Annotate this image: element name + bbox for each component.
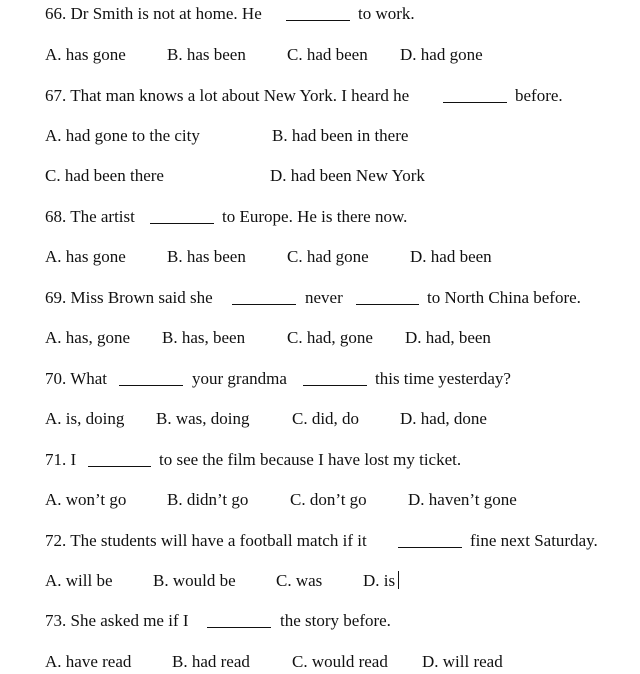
option-d: D. had, done xyxy=(400,409,487,428)
option-d: D. will read xyxy=(422,652,503,671)
option-b: B. has been xyxy=(167,247,246,266)
question-text: 72. The students will have a football match if it xyxy=(45,531,367,550)
answer-blank xyxy=(232,304,296,305)
text-cursor xyxy=(398,571,399,589)
option-b: B. was, doing xyxy=(156,409,250,428)
option-d-with-cursor xyxy=(363,569,399,593)
option-a: A. has gone xyxy=(45,45,126,64)
option-d: D. had been New York xyxy=(270,166,425,185)
answer-blank xyxy=(356,304,419,305)
answer-blank xyxy=(286,20,350,21)
answer-blank xyxy=(150,223,214,224)
question-text: 71. I xyxy=(45,450,77,469)
option-c: C. was xyxy=(276,571,323,590)
option-d: D. had gone xyxy=(400,45,483,64)
question-text: the story before. xyxy=(280,611,391,630)
answer-blank xyxy=(119,385,183,386)
question-text: before. xyxy=(515,86,563,105)
answer-blank xyxy=(88,466,151,467)
option-a: A. has gone xyxy=(45,247,126,266)
option-c: C. did, do xyxy=(292,409,360,428)
option-d: D. had, been xyxy=(405,328,491,347)
option-c: C. had been there xyxy=(45,166,164,185)
answer-blank xyxy=(303,385,367,386)
option-b: B. has, been xyxy=(162,328,246,347)
question-text: to work. xyxy=(358,4,415,23)
question-text: to North China before. xyxy=(427,288,581,307)
question-text: 66. Dr Smith is not at home. He xyxy=(45,4,262,23)
option-a: A. have read xyxy=(45,652,132,671)
option-d: D. haven’t gone xyxy=(408,490,517,509)
question-text: 68. The artist xyxy=(45,207,135,226)
question-text: 69. Miss Brown said she xyxy=(45,288,213,307)
option-c: C. had, gone xyxy=(287,328,373,347)
option-b: B. would be xyxy=(153,571,236,590)
question-text: 70. What xyxy=(45,369,108,388)
question-text: fine next Saturday. xyxy=(470,531,598,550)
option-d: D. had been xyxy=(410,247,492,266)
option-b: B. has been xyxy=(167,45,246,64)
option-a: A. won’t go xyxy=(45,490,127,509)
answer-blank xyxy=(207,627,271,628)
option-c: C. had gone xyxy=(287,247,369,266)
option-c: C. would read xyxy=(292,652,388,671)
option-c: C. had been xyxy=(287,45,368,64)
question-text: 73. She asked me if I xyxy=(45,611,189,630)
question-text: your grandma xyxy=(192,369,287,388)
option-b: B. didn’t go xyxy=(167,490,249,509)
answer-blank xyxy=(398,547,462,548)
question-text: to see the film because I have lost my ticket. xyxy=(159,450,462,469)
option-a: A. is, doing xyxy=(45,409,125,428)
question-text: 67. That man knows a lot about New York. I heard he xyxy=(45,86,410,105)
option-a: A. will be xyxy=(45,571,113,590)
option-b: B. had read xyxy=(172,652,250,671)
option-d: D. is xyxy=(363,571,396,590)
option-c: C. don’t go xyxy=(290,490,367,509)
question-text: never xyxy=(305,288,343,307)
option-b: B. had been in there xyxy=(272,126,409,145)
answer-blank xyxy=(443,102,507,103)
question-text: this time yesterday? xyxy=(375,369,511,388)
option-a: A. has, gone xyxy=(45,328,130,347)
question-text: to Europe. He is there now. xyxy=(222,207,408,226)
option-a: A. had gone to the city xyxy=(45,126,200,145)
